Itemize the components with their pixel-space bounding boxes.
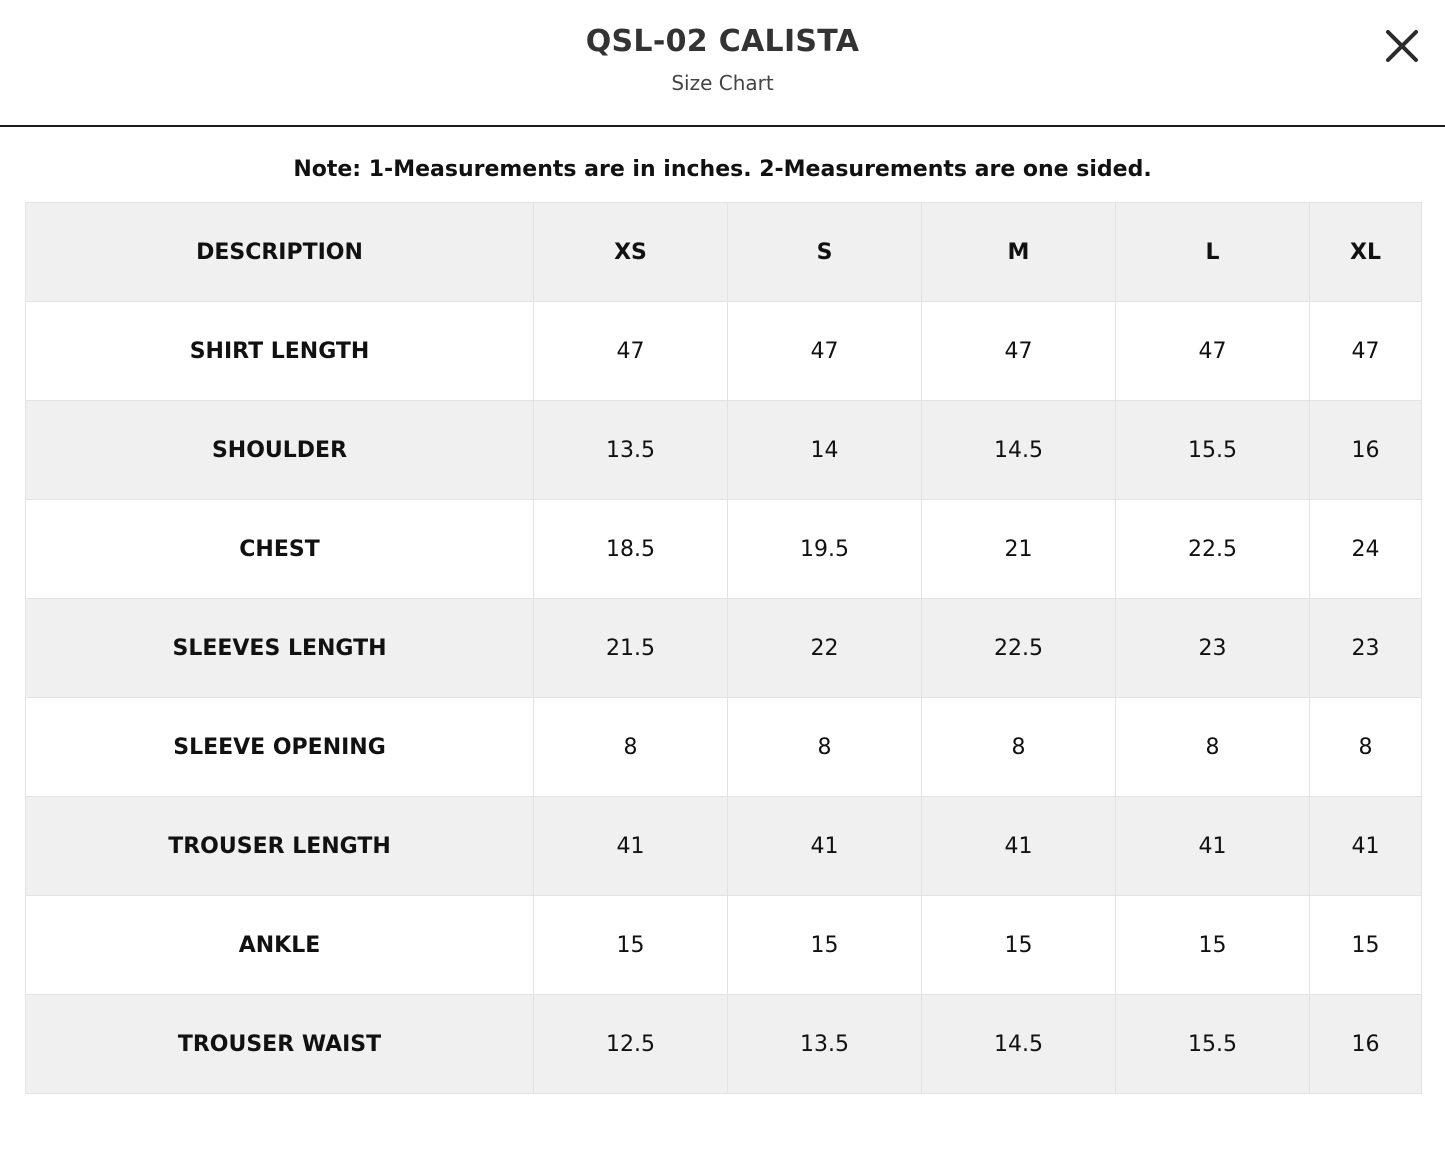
table-cell: 15 <box>922 896 1116 995</box>
table-cell: 15 <box>728 896 922 995</box>
table-cell: 23 <box>1116 599 1310 698</box>
table-cell: 22.5 <box>1116 500 1310 599</box>
close-icon[interactable] <box>1380 24 1424 68</box>
column-header-size: S <box>728 203 922 302</box>
table-row <box>26 401 1422 500</box>
table-cell: 15 <box>1116 896 1310 995</box>
column-header-size: L <box>1116 203 1310 302</box>
table-cell: 12.5 <box>534 995 728 1094</box>
table-row <box>26 797 1422 896</box>
measurement-note: Note: 1-Measurements are in inches. 2-Measurements are one sided. <box>293 157 1152 182</box>
table-cell: 15.5 <box>1116 401 1310 500</box>
table-cell: 41 <box>1116 797 1310 896</box>
table-cell: 8 <box>922 698 1116 797</box>
row-label: SHOULDER <box>26 401 534 500</box>
column-header-size: XL <box>1310 203 1422 302</box>
table-cell: 41 <box>922 797 1116 896</box>
table-cell: 47 <box>1116 302 1310 401</box>
row-label: SHIRT LENGTH <box>26 302 534 401</box>
table-cell: 41 <box>1310 797 1422 896</box>
table-body <box>26 302 1422 1094</box>
table-cell: 8 <box>728 698 922 797</box>
size-table <box>25 202 1422 1094</box>
table-cell: 47 <box>1310 302 1422 401</box>
table-cell: 19.5 <box>728 500 922 599</box>
table-cell: 14 <box>728 401 922 500</box>
table-row <box>26 698 1422 797</box>
table-cell: 13.5 <box>534 401 728 500</box>
table-cell: 24 <box>1310 500 1422 599</box>
table-cell: 47 <box>534 302 728 401</box>
modal-subtitle: Size Chart <box>671 71 774 95</box>
table-cell: 8 <box>1310 698 1422 797</box>
table-row <box>26 500 1422 599</box>
row-label: TROUSER WAIST <box>26 995 534 1094</box>
row-label: CHEST <box>26 500 534 599</box>
table-cell: 18.5 <box>534 500 728 599</box>
table-cell: 22.5 <box>922 599 1116 698</box>
column-header-description: DESCRIPTION <box>26 203 534 302</box>
table-cell: 15 <box>534 896 728 995</box>
table-cell: 23 <box>1310 599 1422 698</box>
row-label: SLEEVES LENGTH <box>26 599 534 698</box>
table-row <box>26 302 1422 401</box>
table-cell: 16 <box>1310 401 1422 500</box>
table-cell: 21 <box>922 500 1116 599</box>
table-header-row <box>26 203 1422 302</box>
row-label: SLEEVE OPENING <box>26 698 534 797</box>
table-cell: 14.5 <box>922 995 1116 1094</box>
table-row <box>26 995 1422 1094</box>
table-row <box>26 896 1422 995</box>
table-cell: 41 <box>534 797 728 896</box>
column-header-size: XS <box>534 203 728 302</box>
table-cell: 13.5 <box>728 995 922 1094</box>
row-label: TROUSER LENGTH <box>26 797 534 896</box>
table-cell: 14.5 <box>922 401 1116 500</box>
table-cell: 16 <box>1310 995 1422 1094</box>
table-cell: 47 <box>922 302 1116 401</box>
table-cell: 22 <box>728 599 922 698</box>
table-row <box>26 599 1422 698</box>
table-cell: 21.5 <box>534 599 728 698</box>
close-button[interactable] <box>1380 24 1424 68</box>
row-label: ANKLE <box>26 896 534 995</box>
table-cell: 8 <box>1116 698 1310 797</box>
column-header-size: M <box>922 203 1116 302</box>
table-cell: 41 <box>728 797 922 896</box>
table-cell: 8 <box>534 698 728 797</box>
modal-title: QSL-02 CALISTA <box>585 24 860 59</box>
modal-header <box>0 0 1445 127</box>
table-cell: 15 <box>1310 896 1422 995</box>
table-cell: 47 <box>728 302 922 401</box>
table-cell: 15.5 <box>1116 995 1310 1094</box>
